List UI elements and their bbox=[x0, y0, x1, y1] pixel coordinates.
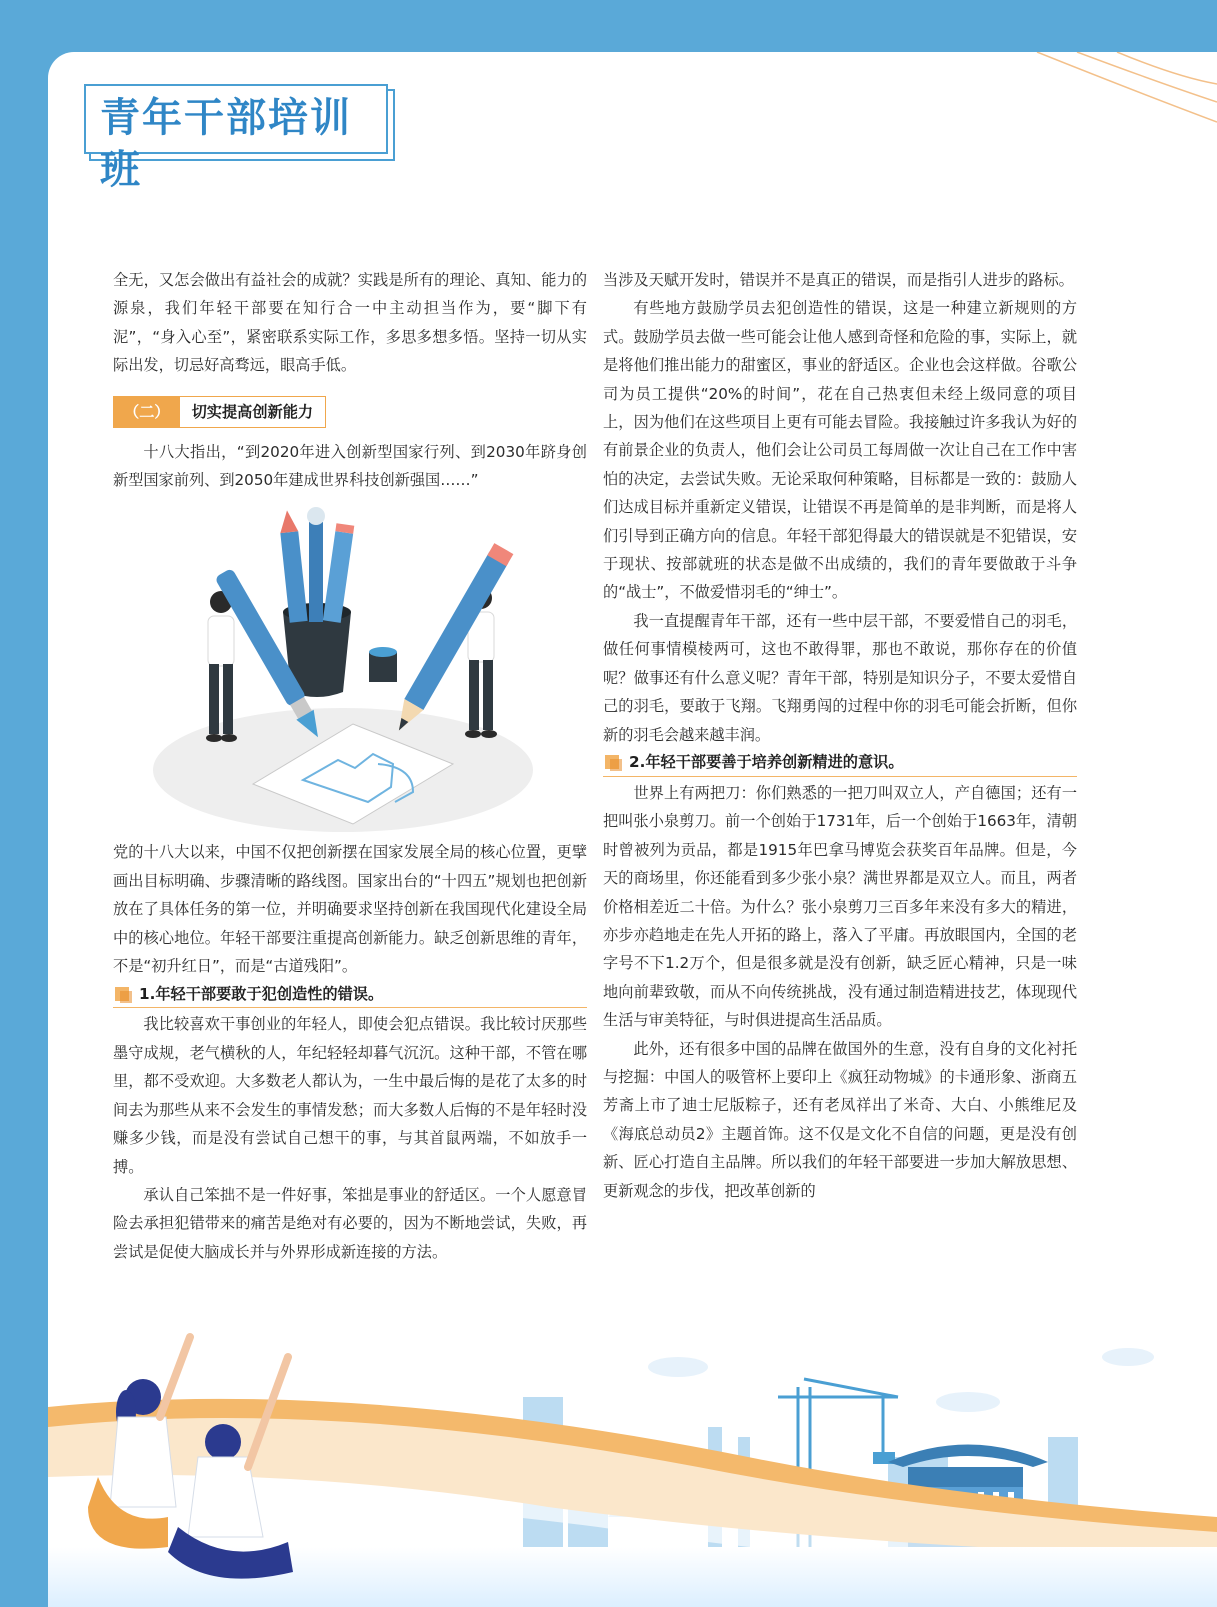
section-title: 切实提高创新能力 bbox=[191, 402, 314, 421]
right-paragraph-4: 世界上有两把刀：你们熟悉的一把刀叫双立人，产自德国；还有一把叫张小泉剪刀。前一个创始于1731年，后一个创始于1663年，清朝时曾被列为贡品，都是1915年巴拿马博览会获奖百年品牌。但是，今天的商场里，你还能看到多少张小泉？满世界都是双立人。而且，两者价格相差近二十倍。为什么？张小泉剪刀三百多年来没有多大的精进，亦步亦趋地走在先人开拓的路上，落入了平庸。再放眼国内，全国的老字号不下1.2万个，但是很多就是没有创新，缺乏匠心精神，只是一味地向前辈致敬，而从不向传统挑战，没有通过制造精进技艺，体现现代生活与审美特征，与时俱进提高生活品质。 bbox=[603, 783, 1077, 1030]
right-paragraph-1: 当涉及天赋开发时，错误并不是真正的错误，而是指引人进步的路标。 bbox=[603, 271, 1074, 289]
subheading-2-text: 2.年轻干部要善于培养创新精进的意识。 bbox=[629, 753, 904, 772]
left-paragraph-3: 党的十八大以来，中国不仅把创新摆在国家发展全局的核心位置，更擘画出目标明确、步骤清晰的路线图。国家出台的“十四五”规划也把创新放在了具体任务的第一位，并明确要求坚持创新在我国现代化建设全局中的核心地位。年轻干部要注重提高创新能力。缺乏创新思维的青年，不是“初升红日”，而是“古道残阳”。 bbox=[113, 843, 587, 976]
title-box bbox=[84, 84, 388, 193]
subheading-2 bbox=[603, 749, 1077, 777]
pencils-illustration bbox=[123, 502, 573, 832]
page bbox=[48, 52, 1217, 1607]
bullet-icon bbox=[115, 987, 129, 1001]
left-paragraph-4: 我比较喜欢干事创业的年轻人，即使会犯点错误。我比较讨厌那些墨守成规，老气横秋的人，年纪轻轻却暮气沉沉。这种干部，不管在哪里，都不受欢迎。大多数老人都认为，一生中最后悔的是花了太多的时间去为那些从来不会发生的事情发愁；而大多数人后悔的不是年轻时没赚多少钱，而是没有尝试自己想干的事，与其首鼠两端，不如放手一搏。 bbox=[113, 1015, 587, 1176]
page-title: 青年干部培训班 bbox=[100, 95, 352, 193]
bottom-illustration bbox=[48, 1317, 1217, 1607]
left-paragraph-2: 十八大指出，“到2020年进入创新型国家行列、到2030年跻身创新型国家前列、到2050年建成世界科技创新强国……” bbox=[113, 442, 587, 490]
subheading-1 bbox=[113, 980, 587, 1008]
section-number: （二） bbox=[114, 397, 180, 427]
subheading-1-text: 1.年轻干部要敢于犯创造性的错误。 bbox=[139, 984, 384, 1003]
right-column bbox=[603, 266, 1077, 1205]
decorative-lines bbox=[1017, 52, 1217, 152]
right-paragraph-5: 此外，还有很多中国的品牌在做国外的生意，没有自身的文化衬托与挖掘：中国人的吸管杯上要印上《疯狂动物城》的卡通形象、浙商五芳斋上市了迪士尼版粽子，还有老凤祥出了米奇、大白、小熊维尼及《海底总动员2》主题首饰。这不仅是文化不自信的问题，更是没有创新、匠心打造自主品牌。所以我们的年轻干部要进一步加大解放思想、更新观念的步伐，把改革创新的 bbox=[603, 1039, 1077, 1200]
right-paragraph-2: 有些地方鼓励学员去犯创造性的错误，这是一种建立新规则的方式。鼓励学员去做一些可能会让他人感到奇怪和危险的事，实际上，就是将他们推出能力的甜蜜区，事业的舒适区。企业也会这样做。谷歌公司为员工提供“20%的时间”，花在自己热衷但未经上级同意的项目上，因为他们在这些项目上更有可能去冒险。我接触过许多我认为好的有前景企业的负责人，他们会让公司员工每周做一次让自己在工作中害怕的决定，去尝试失败。无论采取何种策略，目标都是一致的：鼓励人们达成目标并重新定义错误，让错误不再是简单的是非判断，而是将人们引导到正确方向的信息。年轻干部犯得最大的错误就是不犯错误，安于现状、按部就班的状态是做不出成绩的，我们的青年要做敢于斗争的“战士”，不做爱惜羽毛的“绅士”。 bbox=[603, 299, 1077, 602]
left-paragraph-5: 承认自己笨拙不是一件好事，笨拙是事业的舒适区。一个人愿意冒险去承担犯错带来的痛苦是绝对有必要的，因为不断地尝试，失败，再尝试是促使大脑成长并与外界形成新连接的方法。 bbox=[113, 1185, 587, 1261]
right-paragraph-3: 我一直提醒青年干部，还有一些中层干部，不要爱惜自己的羽毛，做任何事情模棱两可，这也不敢得罪，那也不敢说，那你存在的价值呢？做事还有什么意义呢？青年干部，特别是知识分子，不要太爱惜自己的羽毛，要敢于飞翔。飞翔勇闯的过程中你的羽毛可能会折断，但你新的羽毛会越来越丰润。 bbox=[603, 611, 1077, 744]
left-paragraph-1: 全无，又怎会做出有益社会的成就？实践是所有的理论、真知、能力的源泉，我们年轻干部要在知行合一中主动担当作为，要“脚下有泥”，“身入心至”，紧密联系实际工作，多思多想多悟。坚持一切从实际出发，切忌好高骛远，眼高手低。 bbox=[113, 271, 587, 375]
left-column bbox=[113, 266, 587, 1266]
bullet-icon bbox=[605, 755, 619, 769]
section-heading bbox=[113, 396, 326, 428]
